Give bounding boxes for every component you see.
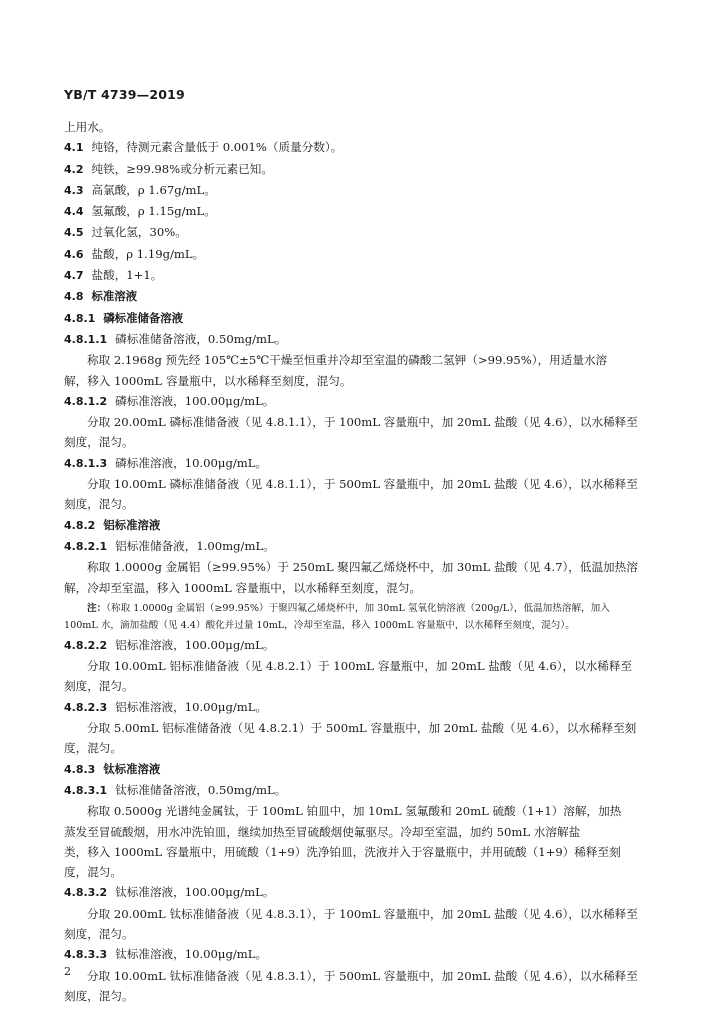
clause-text: 过氧化氢，30%。 [91, 225, 187, 240]
subsection-heading [64, 759, 648, 780]
paragraph-line: 类，移入 1000mL 容量瓶中，用硫酸（1+9）洗净铂皿，洗液并入于容量瓶中，并用硫酸（1+9）稀释至刻 [64, 844, 621, 859]
document-code: YB/T 4739—2019 [64, 87, 185, 102]
clause-number: 4.8.3.2 [64, 886, 108, 900]
reagent-item [64, 244, 648, 265]
clause-heading [64, 453, 648, 474]
clause-number: 4.8 [64, 290, 84, 304]
clause-heading [64, 329, 648, 350]
clause-text: 纯铁，≥99.98%或分析元素已知。 [91, 161, 273, 176]
reagent-item [64, 222, 648, 243]
paragraph-line: 度，混匀。 [64, 741, 122, 756]
note-label: 注： [87, 602, 107, 614]
clause-number: 4.2 [64, 162, 84, 176]
section-title: 铝标准溶液 [103, 517, 161, 532]
clause-text: 氢氟酸，ρ 1.15g/mL。 [91, 204, 216, 219]
paragraph-line: 刻度，混匀。 [64, 679, 134, 694]
clause-title: 磷标准储备溶液，0.50mg/mL。 [115, 331, 287, 346]
clause-text: 高氯酸，ρ 1.67g/mL。 [91, 182, 216, 197]
clause-heading [64, 391, 648, 412]
clause-number: 4.7 [64, 269, 84, 283]
clause-title: 铝标准溶液，100.00μg/mL。 [115, 637, 275, 652]
clause-title: 铝标准储备液，1.00mg/mL。 [115, 538, 275, 553]
clause-title: 钛标准溶液，10.00μg/mL。 [115, 947, 268, 962]
clause-text: 盐酸，1+1。 [91, 268, 163, 283]
clause-number: 4.1 [64, 141, 84, 155]
clause-number: 4.8.1.1 [64, 332, 108, 346]
section-title: 钛标准溶液 [103, 761, 161, 776]
reagent-item [64, 265, 648, 286]
clause-number: 4.6 [64, 247, 84, 261]
intro-text: 上用水。 [64, 120, 111, 134]
note-line: 100mL 水，滴加盐酸（见 4.4）酸化并过量 10mL，冷却至室温，移入 1000mL 容量瓶中，以水稀释至刻度，混匀）。 [64, 619, 575, 631]
reagent-item [64, 180, 648, 201]
clause-heading [64, 536, 648, 557]
paragraph-line: 蒸发至冒硫酸烟，用水冲洗铂皿，继续加热至冒硫酸烟使氟驱尽。冷却至室温，加约 50mL 水溶解盐 [64, 824, 581, 839]
subsection-heading [64, 308, 648, 329]
paragraph-line: 刻度，混匀。 [64, 497, 134, 512]
clause-heading [64, 882, 648, 903]
clause-heading [64, 697, 648, 718]
clause-number: 4.8.2.1 [64, 539, 108, 553]
clause-number: 4.4 [64, 205, 84, 219]
paragraph-line: 度，混匀。 [64, 865, 122, 880]
reagent-item [64, 137, 648, 158]
clause-number: 4.8.3 [64, 762, 96, 776]
reagent-item [64, 201, 648, 222]
paragraph-line: 解，移入 1000mL 容量瓶中，以水稀释至刻度，混匀。 [64, 373, 352, 388]
paragraph-line: 刻度，混匀。 [64, 435, 134, 450]
clause-number: 4.5 [64, 226, 84, 240]
clause-heading [64, 780, 648, 801]
note-line [64, 600, 648, 617]
clause-heading [64, 944, 648, 965]
clause-number: 4.8.1 [64, 311, 96, 325]
page-number: 2 [64, 965, 71, 978]
note-text: （称取 1.0000g 金属铝（≥99.95%）于聚四氟乙烯烧杯中，加 30mL 氢氧化钠溶液（200g/L），低温加热溶解，加入 [106, 602, 610, 614]
paragraph-line: 分取 10.00mL 钛标准储备液（见 4.8.3.1），于 500mL 容量瓶中，加 20mL 盐酸（见 4.6），以水稀释至 [87, 968, 638, 983]
clause-title: 磷标准溶液，10.00μg/mL。 [115, 455, 268, 470]
paragraph-line: 分取 10.00mL 磷标准储备液（见 4.8.1.1），于 500mL 容量瓶中，加 20mL 盐酸（见 4.6），以水稀释至 [87, 477, 638, 492]
paragraph-line: 分取 5.00mL 铝标准储备液（见 4.8.2.1）于 500mL 容量瓶中，加 20mL 盐酸（见 4.6），以水稀释至刻 [87, 721, 637, 736]
section-title: 磷标准储备溶液 [103, 310, 184, 325]
paragraph-line: 分取 20.00mL 磷标准储备液（见 4.8.1.1），于 100mL 容量瓶中，加 20mL 盐酸（见 4.6），以水稀释至 [87, 415, 638, 430]
clause-number: 4.8.2.2 [64, 638, 108, 652]
clause-number: 4.3 [64, 183, 84, 197]
paragraph-line: 称取 0.5000g 光谱纯金属钛，于 100mL 铂皿中，加 10mL 氢氟酸和 20mL 硫酸（1+1）溶解，加热 [87, 804, 622, 819]
paragraph-line: 刻度，混匀。 [64, 926, 134, 941]
section-heading [64, 286, 648, 307]
clause-text: 盐酸，ρ 1.19g/mL。 [91, 246, 205, 261]
clause-number: 4.8.1.2 [64, 394, 108, 408]
clause-number: 4.8.2 [64, 518, 96, 532]
section-title: 标准溶液 [91, 289, 138, 304]
clause-title: 钛标准储备溶液，0.50mg/mL。 [115, 782, 287, 797]
clause-title: 磷标准溶液，100.00μg/mL。 [115, 393, 275, 408]
clause-number: 4.8.3.1 [64, 783, 108, 797]
clause-text: 纯铬，待测元素含量低于 0.001%（质量分数）。 [91, 140, 343, 155]
paragraph-line: 称取 1.0000g 金属铝（≥99.95%）于 250mL 聚四氟乙烯烧杯中，加 30mL 盐酸（见 4.7），低温加热溶 [87, 560, 638, 575]
clause-number: 4.8.1.3 [64, 456, 108, 470]
clause-title: 钛标准溶液，100.00μg/mL。 [115, 885, 275, 900]
paragraph-line: 称取 2.1968g 预先经 105℃±5℃干燥至恒重并冷却至室温的磷酸二氢钾（>99.95%），用适量水溶 [87, 353, 608, 368]
clause-number: 4.8.3.3 [64, 948, 108, 962]
clause-heading [64, 635, 648, 656]
paragraph-line: 解，冷却至室温，移入 1000mL 容量瓶中，以水稀释至刻度，混匀。 [64, 580, 422, 595]
note-block [64, 600, 648, 634]
document-body [64, 117, 648, 1006]
paragraph-line: 刻度，混匀。 [64, 988, 134, 1003]
paragraph-line: 分取 10.00mL 铝标准储备液（见 4.8.2.1）于 100mL 容量瓶中，加 20mL 盐酸（见 4.6），以水稀释至 [87, 659, 633, 674]
paragraph-line: 分取 20.00mL 钛标准储备液（见 4.8.3.1），于 100mL 容量瓶中，加 20mL 盐酸（见 4.6），以水稀释至 [87, 906, 638, 921]
reagent-item [64, 159, 648, 180]
clause-title: 铝标准溶液，10.00μg/mL。 [115, 699, 268, 714]
clause-number: 4.8.2.3 [64, 700, 108, 714]
subsection-heading [64, 515, 648, 536]
